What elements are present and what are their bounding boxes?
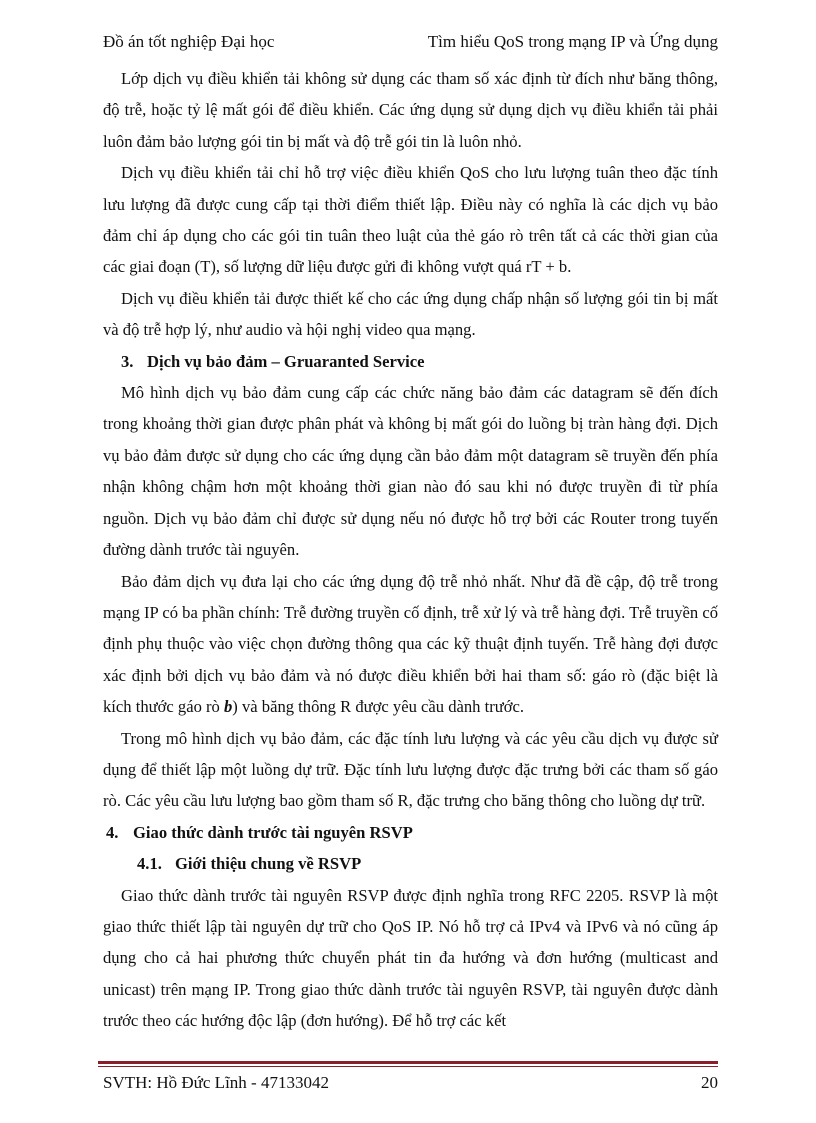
heading-text: Dịch vụ bảo đảm – Gruaranted Service	[147, 351, 425, 371]
footer-divider-thin	[98, 1066, 718, 1067]
paragraph-load-control-3: Dịch vụ điều khiển tải được thiết kế cho các ứng dụng chấp nhận số lượng gói tin bị mất và độ trễ hợp lý, như audio và hội nghị video qua mạng.	[103, 288, 718, 340]
page-content	[103, 63, 718, 1037]
paragraph-load-control-1: Lớp dịch vụ điều khiển tải không sử dụng các tham số xác định từ đích như băng thông, độ trễ, hoặc tỷ lệ mất gói để điều khiển. Các ứng dụng sử dụng dịch vụ điều khiển tải phải luôn đảm bảo lượng gói tin bị mất và độ trễ gói tin là luôn nhỏ.	[103, 69, 718, 151]
paragraph-guaranteed-2	[103, 566, 718, 723]
page-footer	[103, 1071, 718, 1095]
paragraph-guaranteed-1: Mô hình dịch vụ bảo đảm cung cấp các chức năng bảo đảm các datagram sẽ đến đích trong khoảng thời gian được phân phát và không bị mất gói do luồng bị tràn hàng đợi. Dịch vụ bảo đảm được sử dụng cho các ứng dụng cần bảo đảm một datagram sẽ truyền đến phía nhận không chậm hơn một khoảng thời gian nào đó sau khi nó được truyền đi từ phía nguồn. Dịch vụ bảo đảm chỉ được sử dụng nếu nó được hỗ trợ bởi các Router trong tuyến đường dành trước tài nguyên.	[103, 383, 718, 560]
heading-text: Giới thiệu chung về RSVP	[175, 854, 362, 874]
heading-guaranteed-service	[103, 346, 718, 377]
heading-rsvp	[103, 817, 718, 848]
heading-number: 3.	[121, 351, 134, 371]
paragraph-guaranteed-3: Trong mô hình dịch vụ bảo đảm, các đặc tính lưu lượng và các yêu cầu dịch vụ được sử dụng để thiết lập một luồng dự trữ. Đặc tính lưu lượng được đặc trưng bởi các tham số gáo rò. Các yêu cầu lưu lượng bao gồm tham số R, đặc trưng cho băng thông cho luồng dự trữ.	[103, 728, 718, 811]
page-header	[103, 30, 718, 54]
header-left-title: Đồ án tốt nghiệp Đại học	[103, 32, 275, 51]
bucket-size-symbol: b	[224, 697, 233, 717]
page-number: 20	[701, 1073, 718, 1092]
footer-author: SVTH: Hồ Đức Lĩnh - 47133042	[103, 1073, 329, 1092]
footer-divider-thick	[98, 1061, 718, 1064]
heading-number: 4.1.	[137, 854, 162, 874]
paragraph-rsvp-intro: Giao thức dành trước tài nguyên RSVP được định nghĩa trong RFC 2205. RSVP là một giao thức thiết lập tài nguyên dự trữ cho QoS IP. Nó hỗ trợ cả IPv4 và IPv6 và nó cũng áp dụng cho cả hai phương thức chuyển phát tin đa hướng và đơn hướng (multicast and unicast) trên mạng IP. Trong giao thức dành trước tài nguyên RSVP, tài nguyên được dành trước theo các hướng độc lập (đơn hướng). Để hỗ trợ các kết	[103, 885, 718, 1031]
heading-rsvp-intro	[103, 848, 718, 879]
paragraph-text: ) và băng thông R được yêu cầu dành trước.	[232, 697, 525, 717]
paragraph-load-control-2: Dịch vụ điều khiển tải chỉ hỗ trợ việc điều khiển QoS cho lưu lượng tuân theo đặc tính lưu lượng đã được cung cấp tại thời điểm thiết lập. Điều này có nghĩa là các dịch vụ bảo đảm chỉ áp dụng cho các gói tin tuân theo luật của thẻ gáo rò trên tất cả các thời gian của các giai đoạn (T), số lượng dữ liệu được gửi đi không vượt quá rT + b.	[103, 163, 718, 277]
paragraph-text: Bảo đảm dịch vụ đưa lại cho các ứng dụng độ trễ nhỏ nhất. Như đã đề cập, độ trễ trong mạng IP có ba phần chính: Trễ đường truyền cố định, trễ xử lý và trễ hàng đợi. Trễ truyền cố định phụ thuộc vào việc chọn đường thông qua các kỹ thuật định tuyến. Trễ hàng đợi được xác định bởi dịch vụ bảo đảm và nó được điều khiển bởi hai tham số: gáo rò (đặc biệt là kích thước gáo rò	[103, 571, 718, 717]
header-right-title: Tìm hiểu QoS trong mạng IP và Ứng dụng	[427, 32, 718, 51]
heading-number: 4.	[106, 822, 119, 842]
heading-text: Giao thức dành trước tài nguyên RSVP	[133, 822, 413, 842]
